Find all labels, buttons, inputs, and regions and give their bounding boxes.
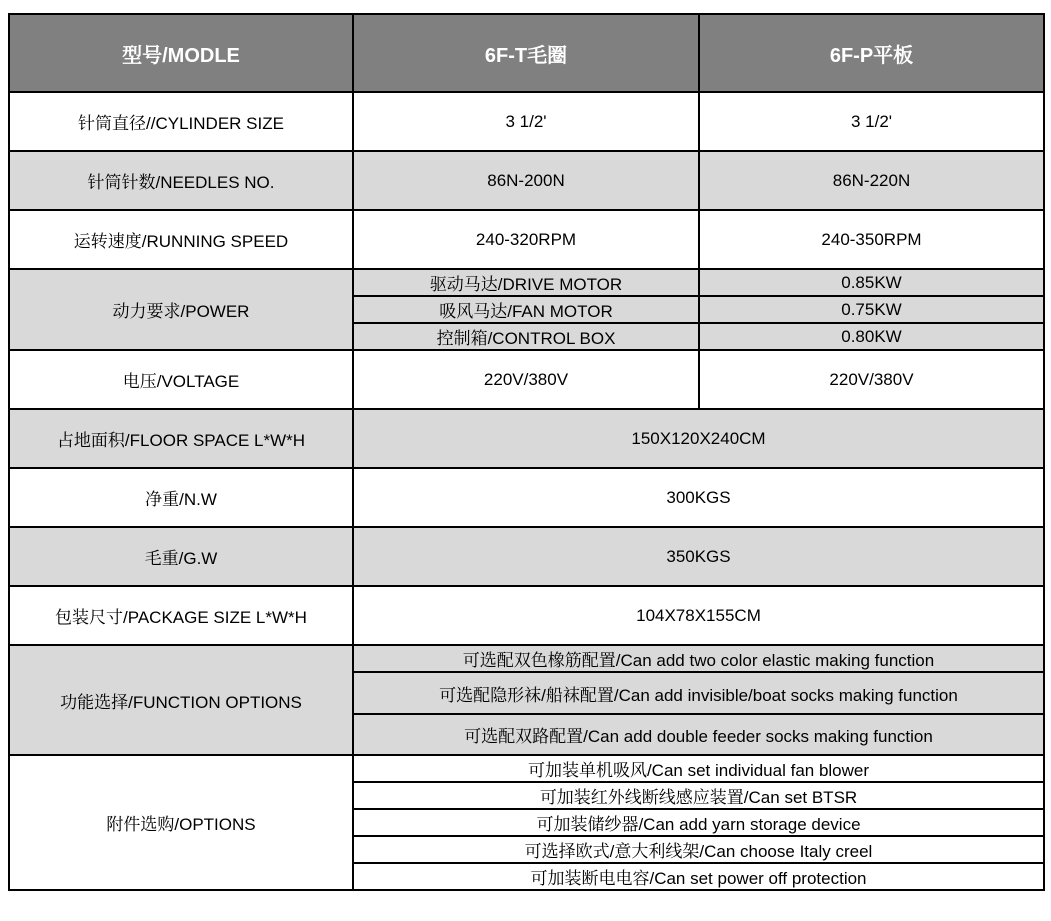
- cylinder-size-6f-p: 3 1/2': [699, 92, 1044, 151]
- voltage-label: 电压/VOLTAGE: [9, 350, 353, 409]
- running-speed-6f-p: 240-350RPM: [699, 210, 1044, 269]
- running-speed-label: 运转速度/RUNNING SPEED: [9, 210, 353, 269]
- row-floor-space: [9, 409, 1044, 468]
- power-control-box-value: 0.80KW: [699, 323, 1044, 350]
- power-control-box-name: 控制箱/CONTROL BOX: [353, 323, 699, 350]
- cylinder-size-label: 针筒直径//CYLINDER SIZE: [9, 92, 353, 151]
- row-voltage: [9, 350, 1044, 409]
- header-row: [9, 14, 1044, 92]
- option-4: 可选择欧式/意大利线架/Can choose Italy creel: [353, 836, 1044, 863]
- needles-no-label: 针筒针数/NEEDLES NO.: [9, 151, 353, 210]
- option-3: 可加装储纱器/Can add yarn storage device: [353, 809, 1044, 836]
- row-function-option-1: [9, 645, 1044, 672]
- gross-weight-value: 350KGS: [353, 527, 1044, 586]
- function-option-1: 可选配双色橡筋配置/Can add two color elastic making function: [353, 645, 1044, 672]
- function-options-label: 功能选择/FUNCTION OPTIONS: [9, 645, 353, 755]
- needles-no-6f-t: 86N-200N: [353, 151, 699, 210]
- header-cell-model: 型号/MODLE: [9, 14, 353, 92]
- power-fan-motor-name: 吸风马达/FAN MOTOR: [353, 296, 699, 323]
- row-package-size: [9, 586, 1044, 645]
- function-option-3: 可选配双路配置/Can add double feeder socks making function: [353, 714, 1044, 755]
- voltage-6f-p: 220V/380V: [699, 350, 1044, 409]
- package-size-value: 104X78X155CM: [353, 586, 1044, 645]
- option-2: 可加装红外线断线感应装置/Can set BTSR: [353, 782, 1044, 809]
- row-gross-weight: [9, 527, 1044, 586]
- floor-space-label: 占地面积/FLOOR SPACE L*W*H: [9, 409, 353, 468]
- row-option-1: [9, 755, 1044, 782]
- net-weight-value: 300KGS: [353, 468, 1044, 527]
- row-power-drive-motor: [9, 269, 1044, 296]
- running-speed-6f-t: 240-320RPM: [353, 210, 699, 269]
- net-weight-label: 净重/N.W: [9, 468, 353, 527]
- row-cylinder-size: [9, 92, 1044, 151]
- power-drive-motor-value: 0.85KW: [699, 269, 1044, 296]
- row-running-speed: [9, 210, 1044, 269]
- options-label: 附件选购/OPTIONS: [9, 755, 353, 890]
- package-size-label: 包装尺寸/PACKAGE SIZE L*W*H: [9, 586, 353, 645]
- needles-no-6f-p: 86N-220N: [699, 151, 1044, 210]
- power-fan-motor-value: 0.75KW: [699, 296, 1044, 323]
- header-cell-6f-t: 6F-T毛圈: [353, 14, 699, 92]
- power-label: 动力要求/POWER: [9, 269, 353, 350]
- voltage-6f-t: 220V/380V: [353, 350, 699, 409]
- power-drive-motor-name: 驱动马达/DRIVE MOTOR: [353, 269, 699, 296]
- header-cell-6f-p: 6F-P平板: [699, 14, 1044, 92]
- function-option-2: 可选配隐形袜/船袜配置/Can add invisible/boat socks making function: [353, 672, 1044, 714]
- machine-spec-table: [8, 13, 1045, 891]
- option-1: 可加装单机吸风/Can set individual fan blower: [353, 755, 1044, 782]
- row-needles-no: [9, 151, 1044, 210]
- floor-space-value: 150X120X240CM: [353, 409, 1044, 468]
- row-net-weight: [9, 468, 1044, 527]
- cylinder-size-6f-t: 3 1/2': [353, 92, 699, 151]
- gross-weight-label: 毛重/G.W: [9, 527, 353, 586]
- option-5: 可加装断电电容/Can set power off protection: [353, 863, 1044, 890]
